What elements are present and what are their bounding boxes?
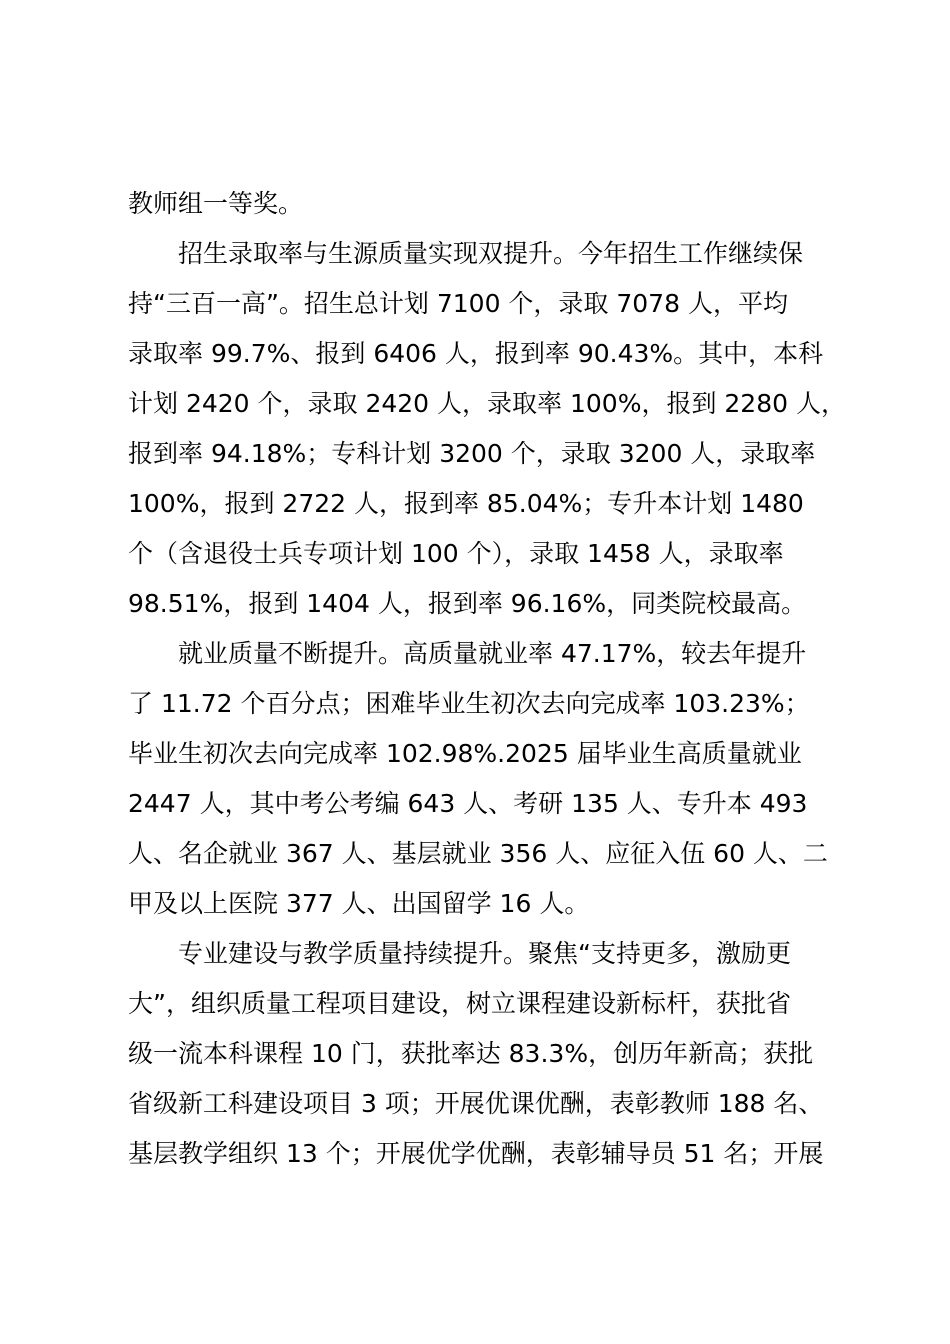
text-line: 就业质量不断提升。高质量就业率 47.17%，较去年提升 bbox=[178, 639, 807, 668]
paragraph-enrollment bbox=[128, 229, 868, 629]
text-line: 毕业生初次去向完成率 102.98%.2025 届毕业生高质量就业 bbox=[128, 739, 802, 768]
text-line: 计划 2420 个，录取 2420 人，录取率 100%，报到 2280 人， bbox=[128, 389, 846, 418]
text-line: 2447 人，其中考公考编 643 人、考研 135 人、专升本 493 bbox=[128, 789, 808, 818]
text-line: 省级新工科建设项目 3 项；开展优课优酬，表彰教师 188 名、 bbox=[128, 1089, 824, 1118]
text-line: 录取率 99.7%、报到 6406 人，报到率 90.43%。其中，本科 bbox=[128, 339, 824, 368]
text-line: 专业建设与教学质量持续提升。聚焦“支持更多，激励更 bbox=[178, 939, 791, 968]
paragraph-teaching-quality bbox=[128, 929, 868, 1179]
text-line: 甲及以上医院 377 人、出国留学 16 人。 bbox=[128, 889, 590, 918]
text-line: 报到率 94.18%；专科计划 3200 个，录取 3200 人，录取率 bbox=[128, 439, 816, 468]
text-line: 招生录取率与生源质量实现双提升。今年招生工作继续保 bbox=[178, 239, 804, 268]
text-line: 持“三百一高”。招生总计划 7100 个，录取 7078 人，平均 bbox=[128, 289, 788, 318]
text-line: 了 11.72 个百分点；困难毕业生初次去向完成率 103.23%； bbox=[128, 689, 810, 718]
text-line: 98.51%，报到 1404 人，报到率 96.16%，同类院校最高。 bbox=[128, 589, 807, 618]
text-line: 大”，组织质量工程项目建设，树立课程建设新标杆，获批省 bbox=[128, 989, 791, 1018]
paragraph-awards-continuation bbox=[128, 179, 868, 229]
text-line: 基层教学组织 13 个；开展优学优酬，表彰辅导员 51 名；开展 bbox=[128, 1139, 824, 1168]
document-body bbox=[128, 179, 868, 1179]
paragraph-employment bbox=[128, 629, 868, 929]
text-line: 人、名企就业 367 人、基层就业 356 人、应征入伍 60 人、二 bbox=[128, 839, 828, 868]
text-line: 级一流本科课程 10 门，获批率达 83.3%，创历年新高；获批 bbox=[128, 1039, 814, 1068]
text-line: 100%，报到 2722 人，报到率 85.04%；专升本计划 1480 bbox=[128, 489, 804, 518]
text-line: 个（含退役士兵专项计划 100 个），录取 1458 人，录取率 bbox=[128, 539, 784, 568]
text-line: 教师组一等奖。 bbox=[128, 189, 304, 218]
